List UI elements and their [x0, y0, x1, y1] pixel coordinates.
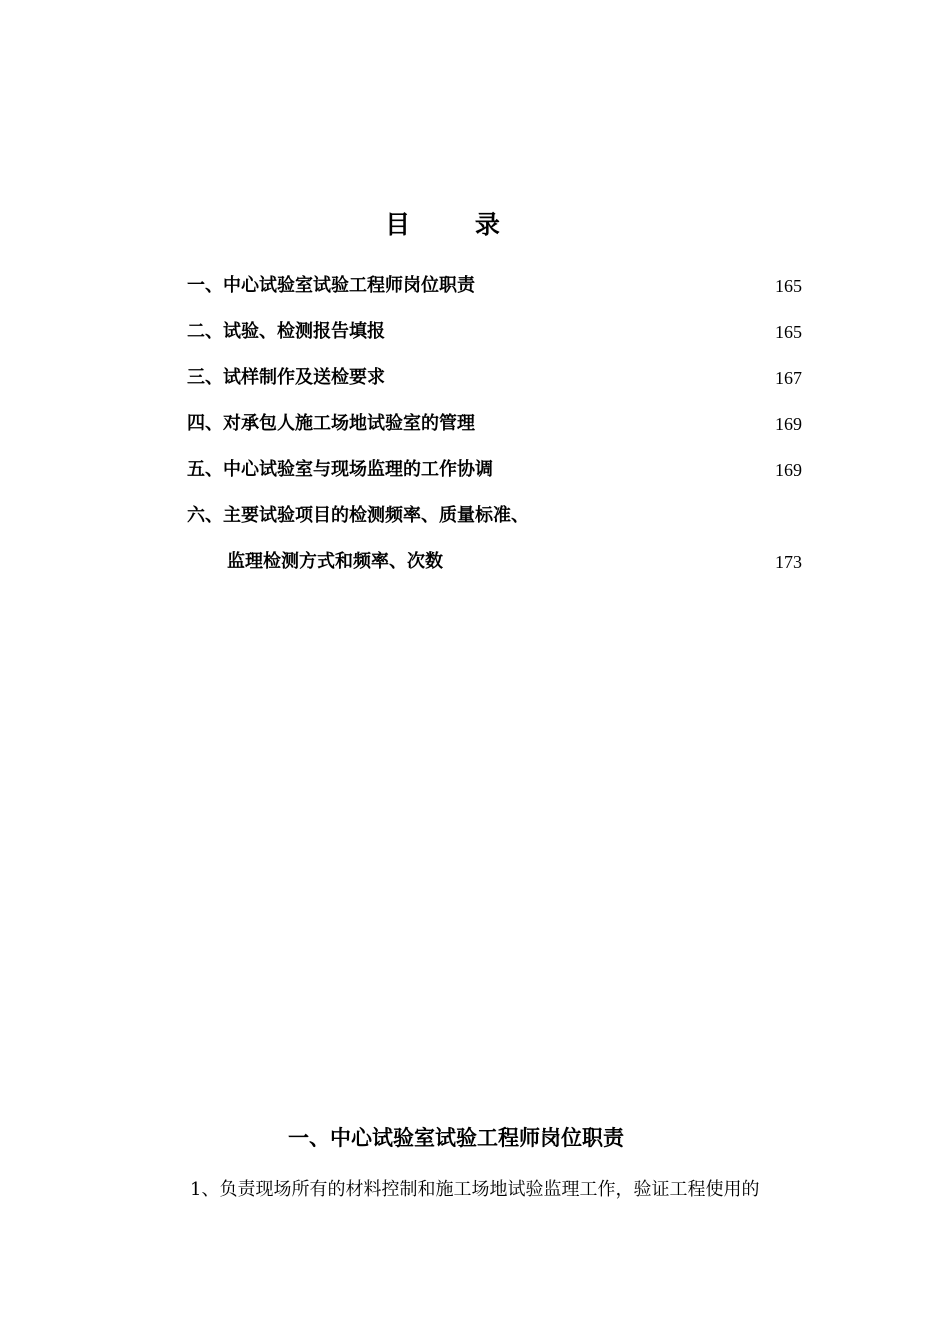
toc-entry[interactable]	[187, 408, 802, 454]
toc-entry-page: 167	[775, 368, 802, 388]
toc-list	[187, 270, 802, 592]
toc-entry-label: 五、中心试验室与现场监理的工作协调	[187, 459, 493, 480]
toc-title: 目 录	[385, 210, 528, 239]
toc-entry-continuation[interactable]	[187, 546, 802, 592]
body-paragraph: 1、负责现场所有的材料控制和施工场地试验监理工作，验证工程使用的	[190, 1179, 760, 1200]
toc-entry-label: 一、中心试验室试验工程师岗位职责	[187, 275, 475, 296]
toc-entry-label: 三、试样制作及送检要求	[187, 367, 385, 388]
toc-entry[interactable]	[187, 362, 802, 408]
section-heading: 一、中心试验室试验工程师岗位职责	[288, 1125, 624, 1150]
toc-entry-label: 六、主要试验项目的检测频率、质量标准、	[187, 505, 529, 526]
toc-entry-page: 165	[775, 322, 802, 342]
toc-entry-page: 173	[775, 552, 802, 572]
toc-entry-page: 169	[775, 460, 802, 480]
toc-entry-label: 二、试验、检测报告填报	[187, 321, 385, 342]
toc-entry-label: 四、对承包人施工场地试验室的管理	[187, 413, 475, 434]
toc-entry[interactable]	[187, 454, 802, 500]
toc-entry-page: 165	[775, 276, 802, 296]
toc-entry[interactable]	[187, 316, 802, 362]
toc-entry-page: 169	[775, 414, 802, 434]
toc-entry[interactable]	[187, 270, 802, 316]
toc-entry[interactable]	[187, 500, 802, 546]
toc-entry-label: 监理检测方式和频率、次数	[227, 551, 443, 572]
